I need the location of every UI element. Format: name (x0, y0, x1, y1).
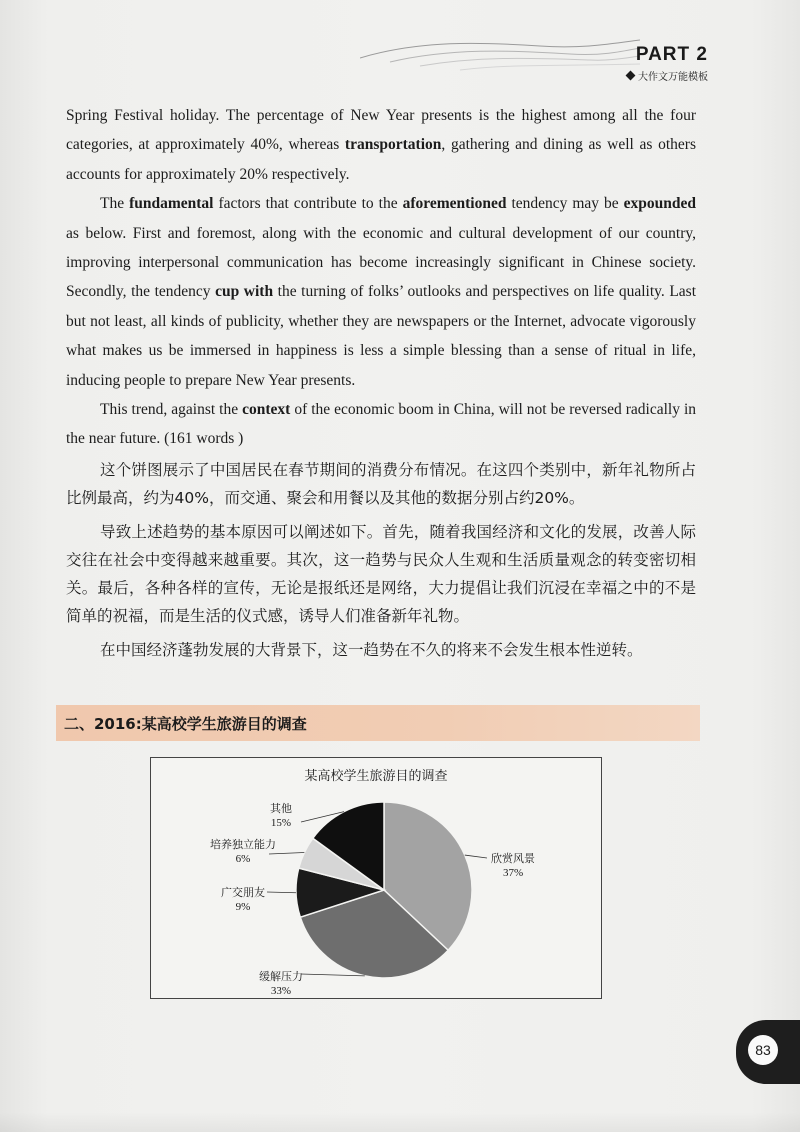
bold-term: aforementioned (402, 195, 507, 213)
chart-title: 某高校学生旅游目的调查 (304, 769, 448, 784)
text-run: the turning of folks’ outlooks and perspectives on life quality. Last but not least, all kinds of publicity, whether they are newspapers or the Internet, advocate vigorously what makes us be immersed in happiness is less a simple blessing than a sense of ritual in life, inducing people to prepare New Year presents. (66, 283, 697, 389)
slice-percent-5: 15% (270, 817, 292, 829)
pie-chart-frame (150, 757, 602, 999)
page-edge-shade (0, 1112, 800, 1132)
leader-line-2 (301, 974, 365, 976)
slice-percent-3: 9% (235, 901, 251, 913)
slice-label-1: 欣赏风景 (491, 852, 535, 865)
text-run: This trend, against the (100, 401, 243, 419)
page-number-tab (736, 1020, 800, 1084)
slice-percent-2: 33% (270, 985, 292, 997)
text-run: as below. First and foremost, along with the economic and cultural development of our country, improving interpersonal communication has become increasingly significant in Chinese society. Secondly, the tendency (66, 224, 696, 301)
text-run: The (100, 195, 130, 213)
leader-line-3 (267, 892, 296, 893)
text-run: Spring Festival holiday. The percentage of New Year presents is the highest among all the four categories, at approximately 40%, whereas (66, 107, 696, 154)
english-paragraph-1 (66, 101, 696, 189)
bold-term: fundamental (129, 195, 214, 213)
bold-term: transportation (344, 136, 442, 154)
part-subtitle (627, 68, 708, 83)
english-paragraph-2 (66, 189, 696, 395)
diamond-bullet-icon (626, 71, 636, 81)
page-number: 83 (748, 1035, 778, 1065)
text-run: of the economic boom in China, will not be reversed radically in the near future. (161 words ) (66, 401, 696, 448)
slice-label-3: 广交朋友 (221, 886, 265, 899)
leader-line-1 (465, 855, 487, 858)
slice-label-4: 培养独立能力 (210, 838, 276, 851)
bold-term: context (242, 401, 291, 419)
slice-label-2: 缓解压力 (259, 970, 303, 983)
chinese-paragraph-2: 导致上述趋势的基本原因可以阐述如下。首先，随着我国经济和文化的发展，改善人际交往在社会中变得越来越重要。其次，这一趋势与民众人生观和生活质量观念的转变密切相关。最后，各种各样的宣传，无论是报纸还是网络，大力提倡让我们沉浸在幸福之中的不是简单的祝福，而是生活的仪式感，诱导人们准备新年礼物。 (66, 523, 696, 625)
section-title: 二、2016:某高校学生旅游目的调查 (64, 715, 307, 733)
text-run: , gathering and dining as well as others accounts for approximately 20% respectively. (66, 136, 696, 183)
leader-line-4 (269, 853, 304, 854)
pie-chart (151, 758, 601, 998)
bold-term: cup with (215, 283, 274, 301)
slice-label-5: 其他 (270, 802, 292, 815)
part-subtitle-text: 大作文万能模板 (638, 72, 708, 83)
chinese-translation (66, 456, 696, 664)
slice-percent-1: 37% (503, 867, 524, 879)
text-run: factors that contribute to the (213, 195, 403, 213)
section-heading-bar (56, 705, 700, 741)
english-paragraph-3 (66, 395, 696, 454)
text-run: tendency may be (506, 195, 624, 213)
chinese-paragraph-3: 在中国经济蓬勃发展的大背景下，这一趋势在不久的将来不会发生根本性逆转。 (100, 641, 643, 659)
header-wave-decoration (360, 30, 640, 90)
english-essay (66, 101, 696, 454)
chinese-paragraph-1: 这个饼图展示了中国居民在春节期间的消费分布情况。在这四个类别中，新年礼物所占比例最高，约为40%，而交通、聚会和用餐以及其他的数据分别占约20%。 (66, 461, 696, 507)
slice-percent-4: 6% (235, 853, 251, 865)
bold-term: expounded (623, 195, 696, 213)
part-label: PART 2 (635, 44, 708, 65)
